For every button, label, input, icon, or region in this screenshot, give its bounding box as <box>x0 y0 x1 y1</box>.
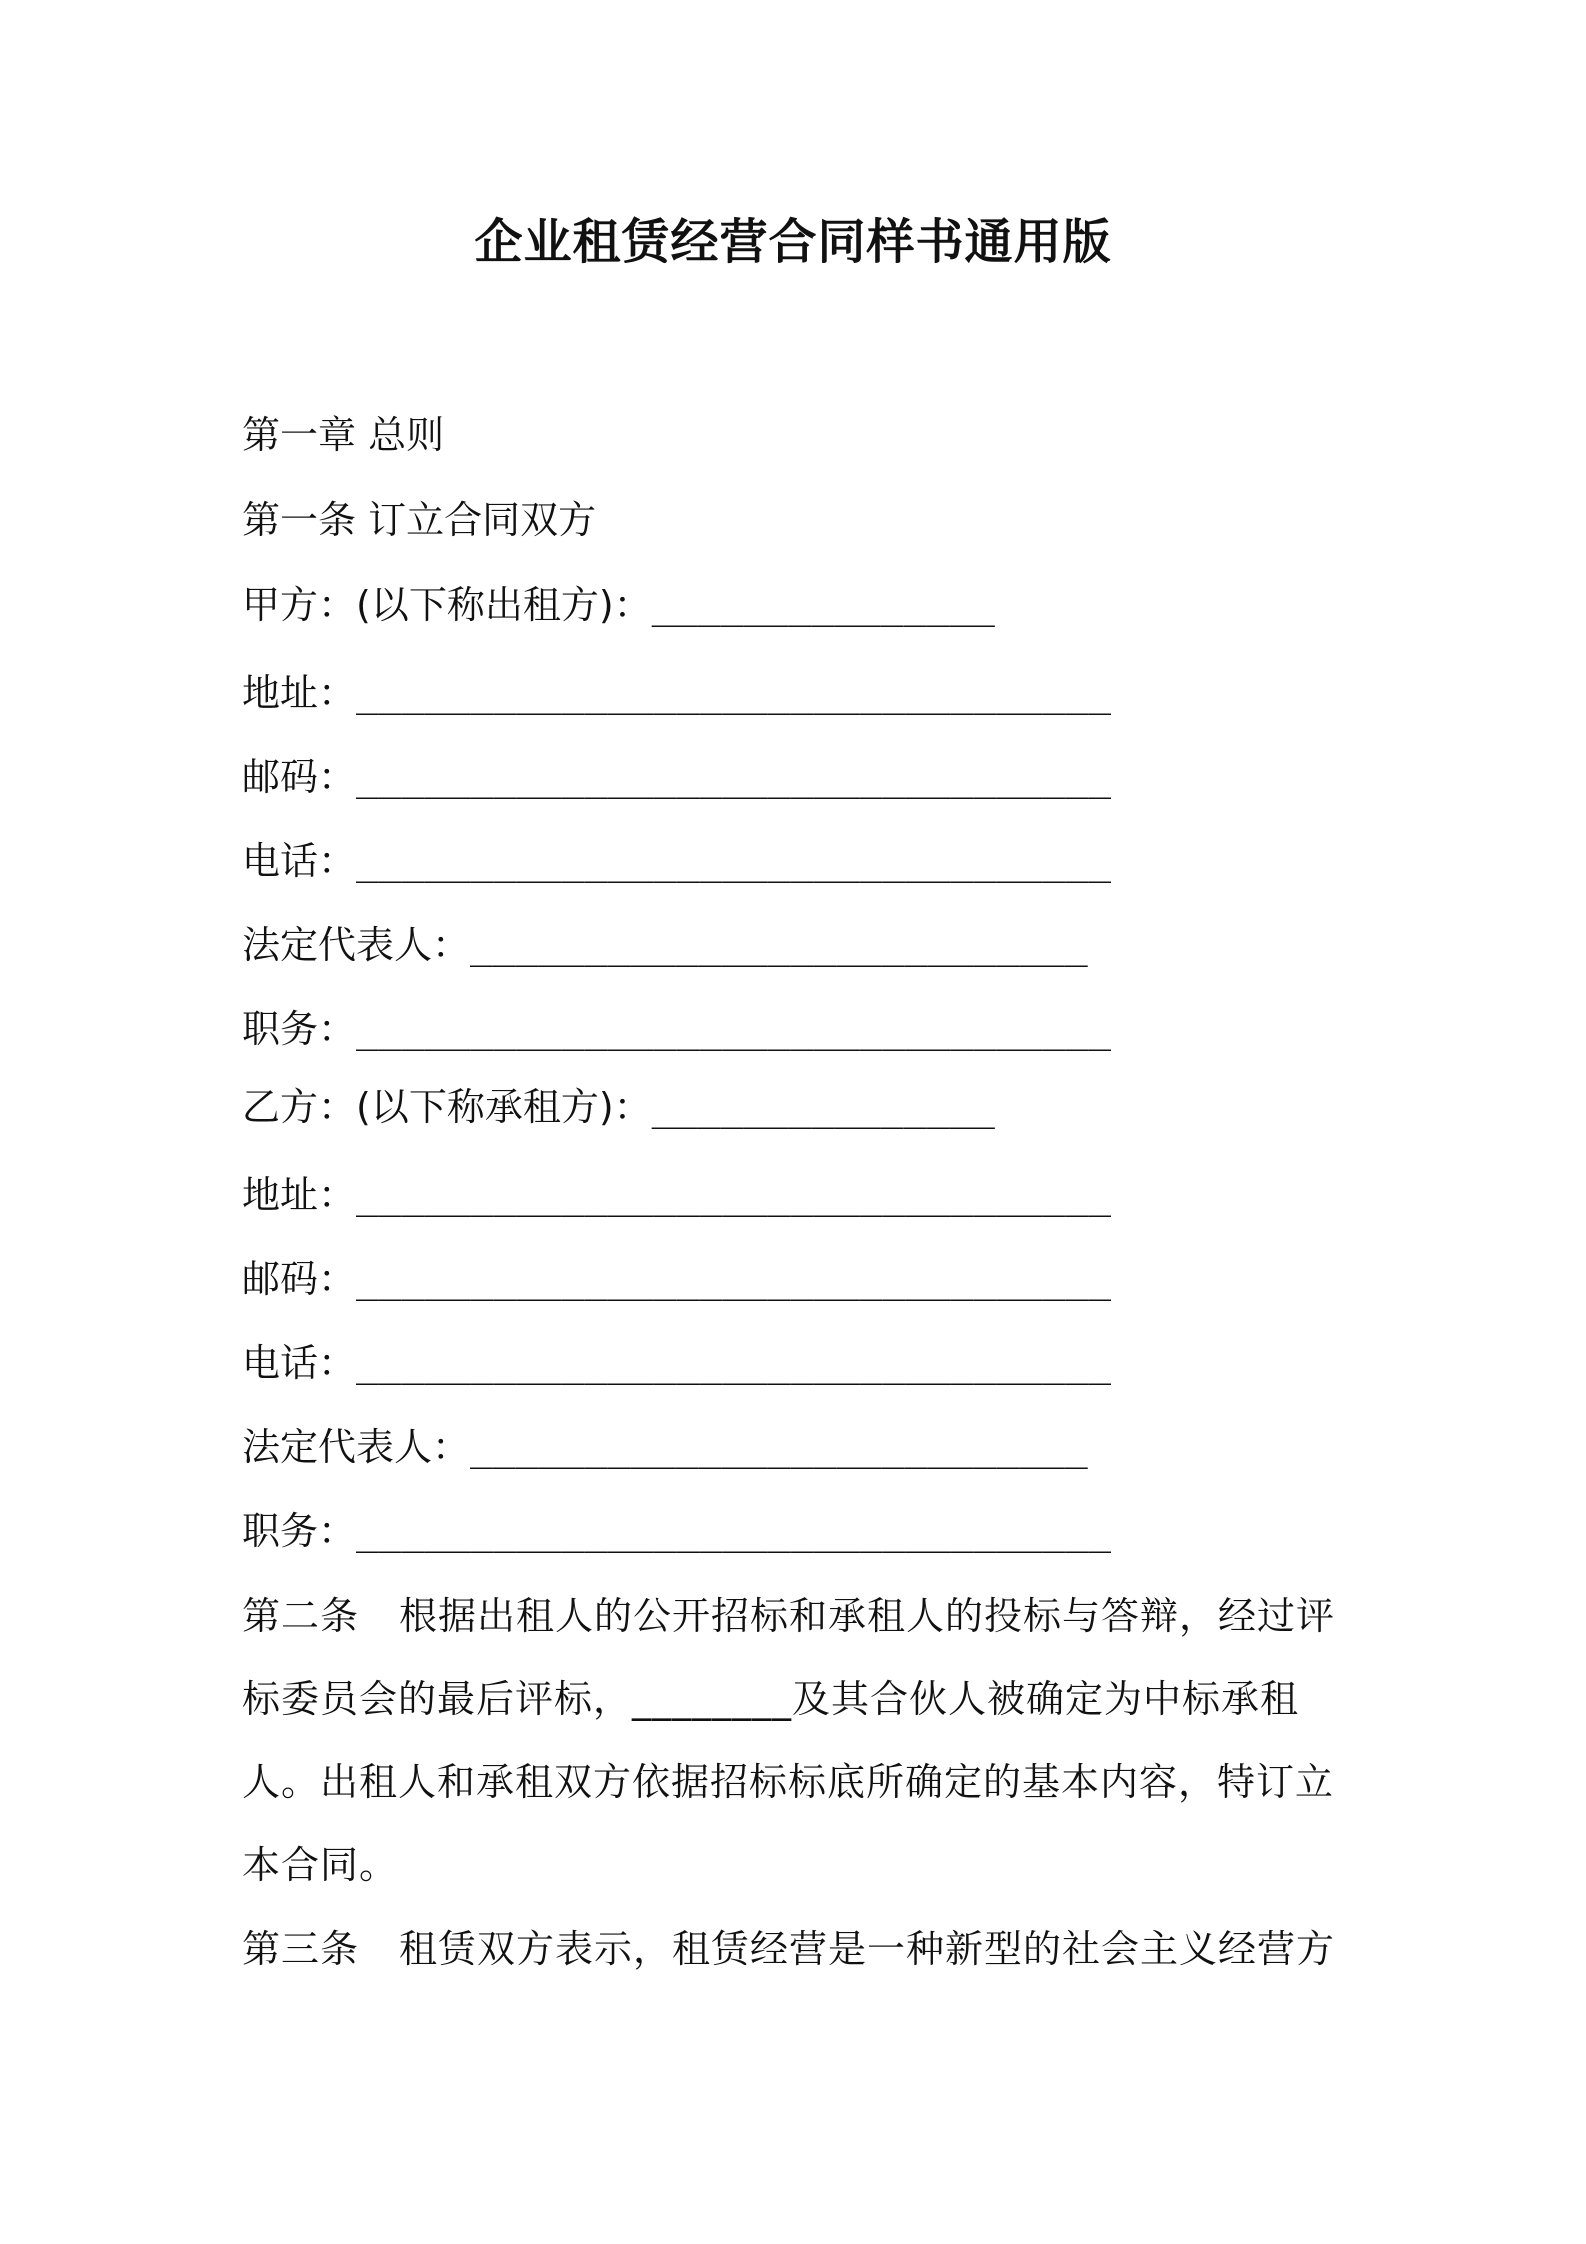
party-b-address-blank: _________________________________ <box>356 1173 1111 1217</box>
party-a-header: 甲方：(以下称出租方)： <box>242 583 652 627</box>
party-b-legal-rep-line <box>242 1422 1088 1472</box>
party-a-phone-blank: _________________________________ <box>356 839 1111 883</box>
party-b-address-label: 地址： <box>242 1173 357 1217</box>
party-b-position-blank: _________________________________ <box>356 1509 1111 1553</box>
party-b-position-label: 职务： <box>242 1509 357 1553</box>
party-b-legal-rep-blank: ___________________________ <box>470 1425 1088 1469</box>
party-a-phone-label: 电话： <box>242 839 357 883</box>
party-b-phone-line <box>242 1338 1111 1388</box>
article-3-paragraph <box>242 1908 1352 1991</box>
party-b-phone-blank: _________________________________ <box>356 1341 1111 1385</box>
party-a-address-line <box>242 668 1111 718</box>
party-a-header-line <box>242 580 995 630</box>
party-a-legal-rep-label: 法定代表人： <box>242 923 471 967</box>
document-title: 企业租赁经营合同样书通用版 <box>474 214 1112 270</box>
article-3-label: 第三条 <box>242 1927 360 1971</box>
party-a-position-blank: _________________________________ <box>356 1007 1111 1051</box>
party-b-legal-rep-label: 法定代表人： <box>242 1425 471 1469</box>
party-b-position-line <box>242 1506 1111 1556</box>
party-b-postcode-line <box>242 1254 1111 1304</box>
party-b-phone-label: 电话： <box>242 1341 357 1385</box>
party-a-postcode-line <box>242 752 1111 802</box>
party-b-header-line <box>242 1082 995 1132</box>
party-a-address-blank: _________________________________ <box>356 671 1111 715</box>
party-a-position-label: 职务： <box>242 1007 357 1051</box>
party-a-address-label: 地址： <box>242 671 357 715</box>
party-b-postcode-blank: _________________________________ <box>356 1257 1111 1301</box>
article-3-text: 租赁双方表示，租赁经营是一种新型的社会主义经营方 <box>399 1927 1336 1971</box>
party-b-postcode-label: 邮码： <box>242 1257 357 1301</box>
article-2-text: 根据出租人的公开招标和承租人的投标与答辩，经过评标委员会的最后评标，________及其合伙人被确定为中标承租人。出租人和承租双方依据招标标底所确定的基本内容，特订立本合同。 <box>242 1594 1336 1887</box>
party-a-postcode-blank: _________________________________ <box>356 755 1111 799</box>
party-a-legal-rep-line <box>242 920 1088 970</box>
article-2-paragraph <box>242 1575 1352 1907</box>
party-a-phone-line <box>242 836 1111 886</box>
party-a-position-line <box>242 1004 1111 1054</box>
party-a-name-blank: _______________ <box>651 583 995 627</box>
article-2-label: 第二条 <box>242 1594 360 1638</box>
party-a-legal-rep-blank: ___________________________ <box>470 923 1088 967</box>
party-b-header: 乙方：(以下称承租方)： <box>242 1085 652 1129</box>
chapter-heading: 第一章 总则 <box>242 413 445 457</box>
article-1-heading: 第一条 订立合同双方 <box>242 498 597 542</box>
party-b-address-line <box>242 1170 1111 1220</box>
party-b-name-blank: _______________ <box>651 1085 995 1129</box>
party-a-postcode-label: 邮码： <box>242 755 357 799</box>
